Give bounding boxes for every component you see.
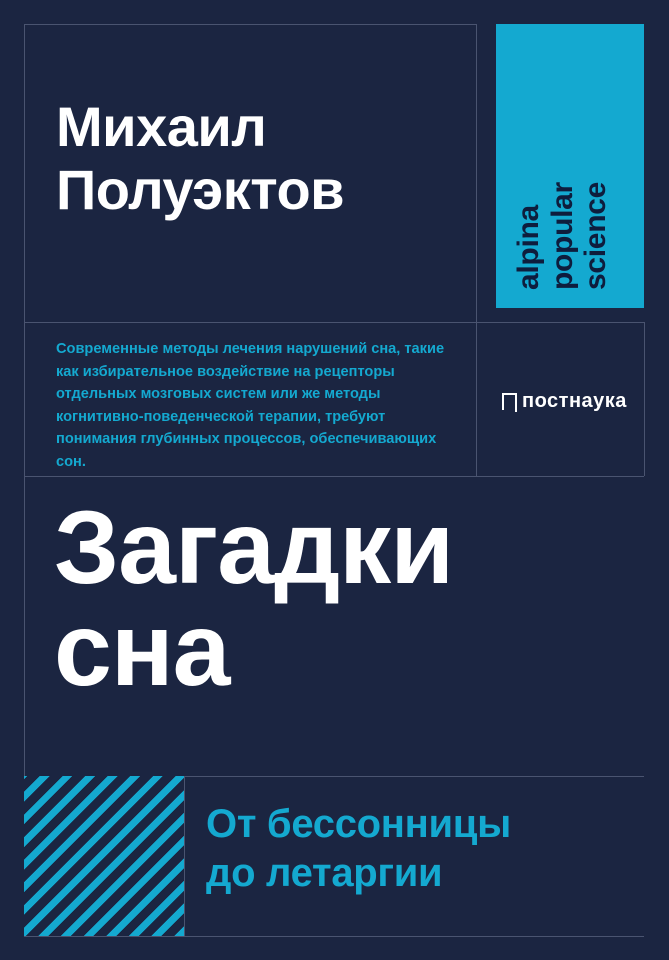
pi-mark-icon (502, 393, 517, 410)
publisher-badge-line2: popular (545, 182, 579, 290)
publisher-badge-line3: science (579, 182, 613, 290)
divider-right (644, 322, 645, 476)
divider-center-vertical (476, 24, 477, 476)
cover-annotation: Современные методы лечения нарушений сна, такие как избирательное воздействие на рецепторы отдельных мозговых систем или же методы когнитивно-поведенческой терапии, требуют понимания глубинных процессов, обеспечивающих сон. (56, 341, 445, 471)
book-subtitle-line1: От бессонницы (206, 802, 511, 846)
book-title-line2: сна (54, 591, 230, 708)
divider-hatch-right (184, 776, 185, 936)
divider-author-bottom (24, 322, 644, 323)
publisher-badge-text (496, 24, 644, 308)
divider-annotation-bottom (24, 476, 644, 477)
hatch-pattern-decoration (24, 776, 184, 936)
book-title (54, 490, 454, 708)
partner-logo (502, 390, 627, 413)
publisher-badge-line1: alpina (512, 205, 545, 290)
divider-top (24, 24, 476, 25)
divider-bottom (24, 936, 644, 937)
author-name (56, 96, 476, 221)
book-subtitle (206, 800, 636, 898)
publisher-badge (496, 24, 644, 308)
book-subtitle-line2: до летаргии (206, 850, 443, 895)
partner-logo-text: постнаука (522, 390, 627, 412)
author-first-name: Михаил (56, 95, 267, 158)
author-last-name: Полуэктов (56, 157, 345, 221)
book-title-line1: Загадки (54, 490, 454, 606)
